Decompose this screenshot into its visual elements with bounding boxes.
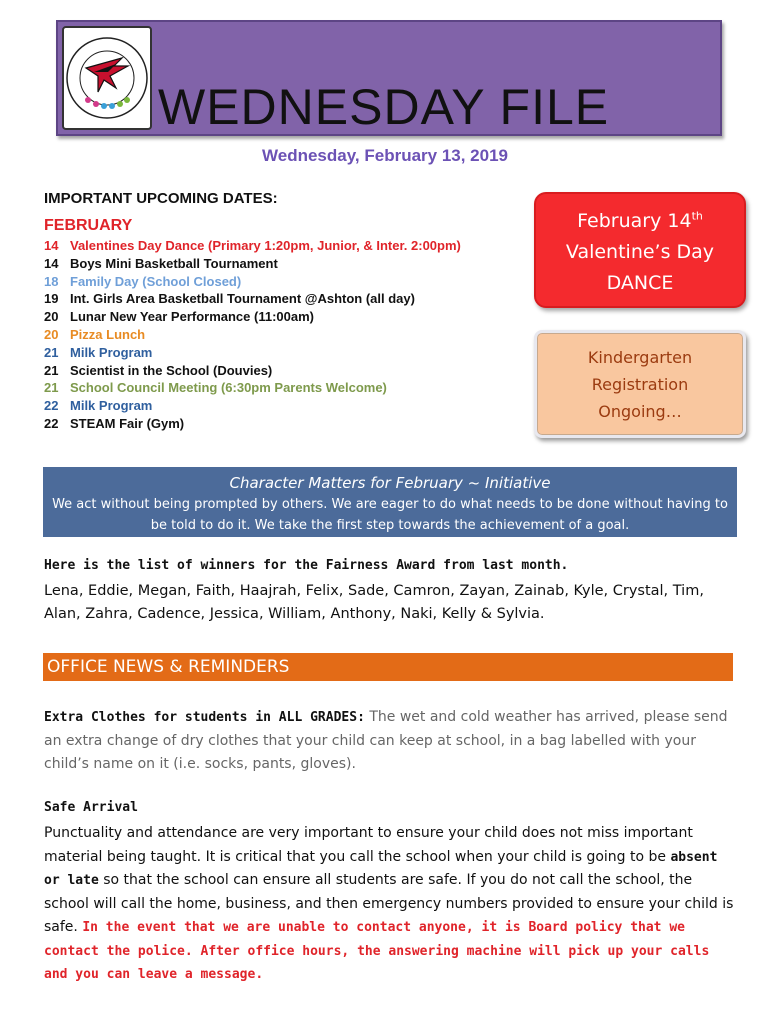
winners-title: Here is the list of winners for the Fairness Award from last month.	[44, 558, 569, 573]
date-item: 21 Milk Program	[44, 344, 153, 360]
kinder-line-2: Registration	[591, 375, 689, 394]
kinder-line-3: Ongoing…	[598, 402, 682, 421]
date-item: 21 School Council Meeting (6:30pm Parents Welcome)	[44, 380, 387, 396]
issue-date: Wednesday, February 13, 2019	[262, 146, 508, 165]
safe-arrival-paragraph	[44, 822, 734, 987]
kindergarten-registration-callout	[534, 330, 746, 438]
dance-label: DANCE	[606, 272, 674, 294]
date-item: 21 Scientist in the School (Douvies)	[44, 362, 273, 378]
dance-date: February 14	[577, 210, 692, 232]
page-title: WEDNESDAY FILE	[158, 79, 610, 135]
winners-names: Lena, Eddie, Megan, Faith, Haajrah, Felix, Sade, Camron, Zayan, Zainab, Kyle, Crystal, Tim, Alan, Zahra, Cadence, Jessica, William, Anthony, Naki, Kelly & Sylvia.	[44, 583, 704, 622]
safe-policy-warning: In the event that we are unable to contact anyone, it is Board policy that we contact the police. After office hours, the answering machine will pick up your calls and you can leave a message.	[44, 920, 710, 982]
safe-text-2: so that the school can ensure all students are safe. If you do not call the school, the school will call the home, business, and then emergency numbers provided to ensure your child is safe.	[44, 872, 734, 935]
dance-event-name: Valentine’s Day	[565, 241, 715, 263]
date-item: 22 Milk Program	[44, 398, 153, 414]
safe-bold: absent or late	[44, 849, 718, 888]
date-item: 14 Boys Mini Basketball Tournament	[44, 255, 278, 271]
extra-clothes-paragraph	[44, 706, 734, 777]
safe-arrival-title: Safe Arrival	[44, 800, 138, 815]
upcoming-dates-heading: IMPORTANT UPCOMING DATES:	[44, 190, 278, 207]
date-item: 19 Int. Girls Area Basketball Tournament @Ashton (all day)	[44, 291, 415, 307]
upcoming-dates-list	[44, 237, 461, 433]
date-item: 20 Lunar New Year Performance (11:00am)	[44, 309, 314, 325]
date-item: 22 STEAM Fair (Gym)	[44, 415, 185, 431]
extra-clothes-text: The wet and cold weather has arrived, please send an extra change of dry clothes that your child can keep at school, in a bag labelled with your child’s name on it (i.e. socks, pants, gloves).	[44, 709, 728, 772]
falcon-logo-icon	[64, 28, 150, 128]
character-matters-box	[43, 467, 737, 537]
office-news-heading: OFFICE NEWS & REMINDERS	[43, 653, 733, 681]
dance-date-suffix: th	[691, 209, 703, 223]
extra-clothes-label: Extra Clothes for students in ALL GRADES:	[44, 710, 365, 725]
date-item: 18 Family Day (School Closed)	[44, 273, 242, 289]
date-item: 20 Pizza Lunch	[44, 326, 146, 342]
valentines-dance-callout	[534, 192, 746, 308]
character-text: We act without being prompted by others. We are eager to do what needs to be done without having to be told to do it. We take the first step towards the achievement of a goal.	[52, 497, 728, 533]
safe-text-1: Punctuality and attendance are very important to ensure your child does not miss important material being taught. It is critical that you call the school when your child is going to be	[44, 825, 693, 865]
kinder-line-1: Kindergarten	[587, 348, 693, 367]
month-heading: FEBRUARY	[44, 217, 133, 234]
school-logo	[62, 26, 152, 130]
date-item: 14 Valentines Day Dance (Primary 1:20pm, Junior, & Inter. 2:00pm)	[44, 238, 461, 253]
character-title: Character Matters for February ~ Initiative	[229, 474, 551, 492]
